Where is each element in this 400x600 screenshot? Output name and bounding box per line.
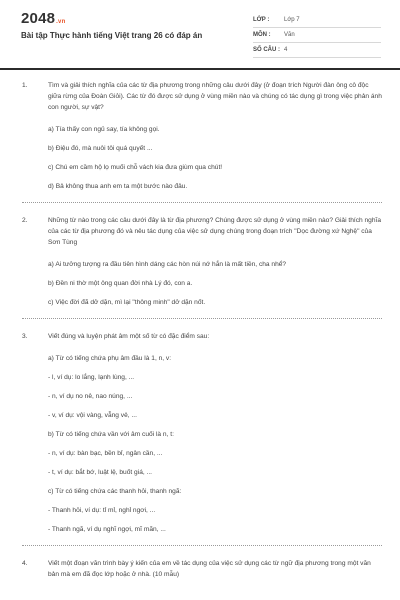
answer-item: b) Đền ni thờ một ông quan đời nhà Lý đó, con a. (48, 280, 193, 287)
question-number: 1. (22, 82, 28, 89)
answer-item: - Thanh ngã, ví dụ nghĩ ngợi, mĩ mãn, ... (48, 526, 166, 533)
question-text: Viết đúng và luyện phát âm một số từ có đặc điểm sau: (48, 333, 210, 340)
answer-item: b) Từ có tiếng chứa vần với âm cuối là n, t: (48, 431, 174, 438)
answer-item: b) Điệu đó, mà nuôi tôi quá quyết ... (48, 145, 153, 152)
question-1 (22, 80, 382, 200)
answer-item: d) Bả không thua anh em ta một bước nào đâu. (48, 183, 188, 190)
question-number: 4. (22, 560, 28, 567)
question-text: Những từ nào trong các câu dưới đây là từ địa phương? Chúng được sử dụng ở vùng miền nào? Giải thích nghĩa của các từ địa phương đó và nêu tác dụng của việc sử dụng chúng trong đoạn trích "Dọc đường xứ Nghệ" của Sơn Tùng (48, 217, 382, 246)
question-text: Tìm và giải thích nghĩa của các từ địa phương trong những câu dưới đây (ở đoạn trích Người đàn ông cô độc giữa rừng của Đoàn Giỏi). Các từ đó được sử dụng ở vùng miền nào và chúng có tác dụng gì trong việc phản ánh con người, sự vật? (48, 82, 382, 111)
header-divider (0, 68, 400, 70)
answer-list (48, 124, 382, 200)
meta-value: Lớp 7 (284, 17, 300, 23)
answer-item: - n, ví dụ: bàn bạc, bền bỉ, ngân cần, ... (48, 450, 163, 457)
question-3 (22, 331, 382, 543)
question-4 (22, 558, 382, 580)
answer-item: - v, ví dụ: vội vàng, vẵng vẻ, ... (48, 412, 137, 419)
logo-tld: .vn (56, 19, 66, 25)
answer-item: - n, ví dụ no nê, nao núng, ... (48, 393, 133, 400)
question-number: 2. (22, 217, 28, 224)
meta-label: LỚP : (253, 17, 270, 23)
question-separator (22, 202, 382, 203)
question-2 (22, 215, 382, 316)
question-text: Viết một đoạn văn trình bày ý kiến của em về tác dụng của việc sử dụng các từ ngữ địa phương trong một văn bản mà em đã đọc lớp hoặc ở nhà. (10 mẫu) (48, 560, 371, 578)
site-logo[interactable] (21, 10, 65, 27)
logo-text: 2048 (21, 10, 56, 27)
meta-row-class (253, 13, 381, 28)
meta-value: Văn (284, 32, 295, 38)
meta-label: MÔN : (253, 32, 271, 38)
answer-item: - Thanh hỏi, ví dụ: tỉ mỉ, nghỉ ngơi, ... (48, 507, 156, 514)
meta-row-count (253, 43, 381, 58)
answer-list (48, 353, 382, 543)
question-number: 3. (22, 333, 28, 340)
question-separator (22, 545, 382, 546)
question-separator (22, 318, 382, 319)
answer-item: c) Việc đời đã dở dặn, mì lại "thông minh" dở dặn nốt. (48, 299, 206, 306)
answer-item: a) Ai tưởng tượng ra đầu tiên hình dáng các hòn núi nớ hắn là mất tiền, cha nhể? (48, 261, 287, 268)
meta-label: SỐ CÂU : (253, 47, 280, 53)
document-title: Bài tập Thực hành tiếng Việt trang 26 có đáp án (21, 31, 203, 40)
answer-list (48, 259, 382, 316)
answer-item: c) Chú em cầm hộ lọ muối chỗ vách kia đưa giùm qua chút! (48, 164, 223, 171)
meta-table (253, 13, 381, 58)
answer-item: a) Từ có tiếng chứa phụ âm đầu là 1, n, v: (48, 355, 172, 362)
answer-item: - t, ví dụ: bắt bớ, luật lệ, buốt giá, ... (48, 469, 153, 476)
answer-item: c) Từ có tiếng chứa các thanh hỏi, thanh ngã: (48, 488, 182, 495)
question-list (22, 80, 382, 580)
answer-item: a) Tía thấy con ngủ say, tía không gọi. (48, 126, 160, 133)
meta-value: 4 (284, 47, 288, 53)
meta-row-subject (253, 28, 381, 43)
answer-item: - l, ví dụ: lo lắng, lạnh lùng, ... (48, 374, 135, 381)
header (0, 0, 400, 62)
